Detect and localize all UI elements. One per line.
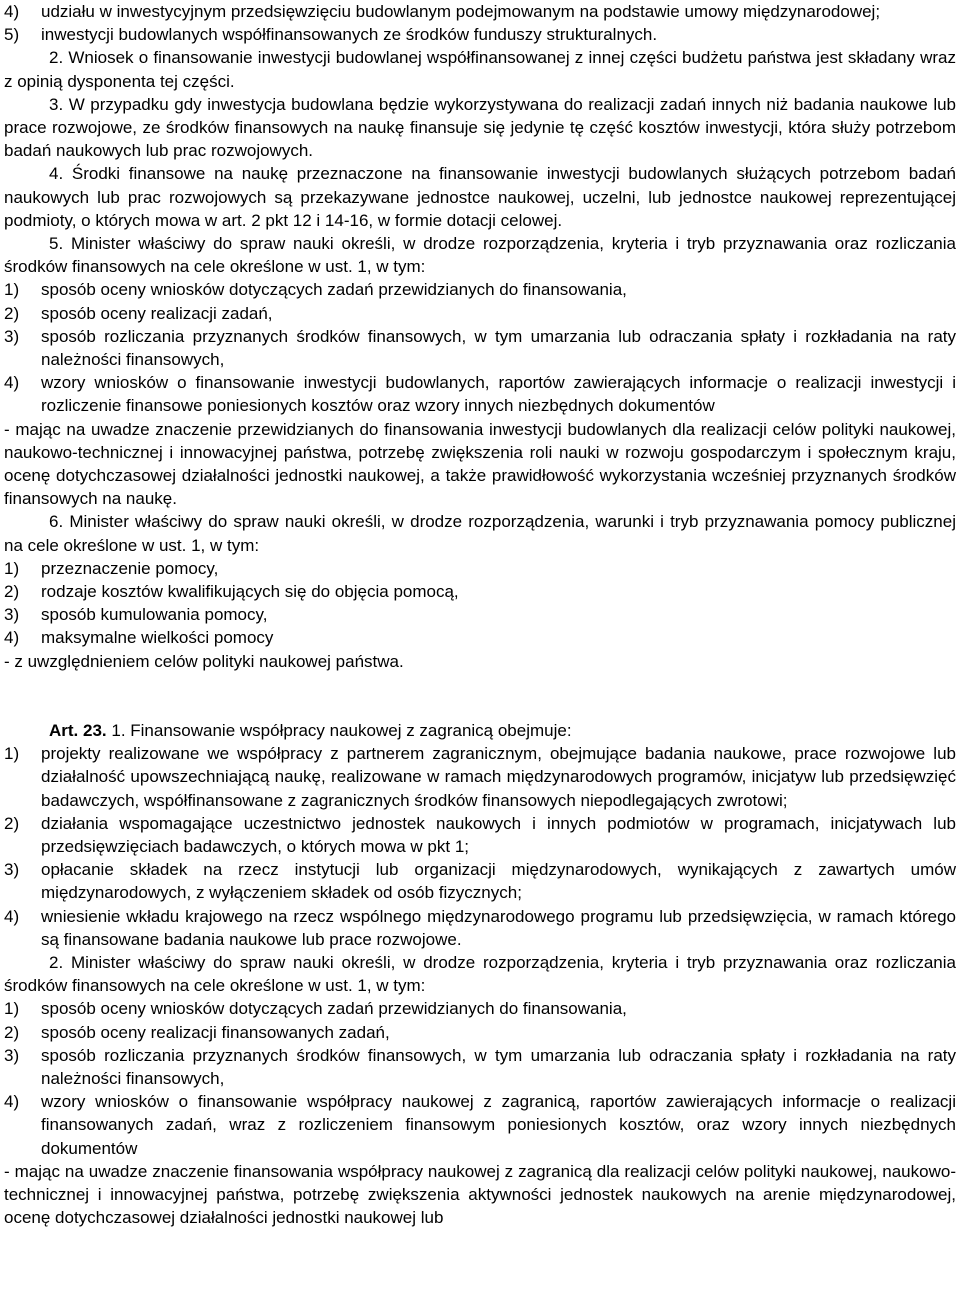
item-text: maksymalne wielkości pomocy <box>41 628 274 648</box>
list-item <box>4 742 956 812</box>
article-23-tail: - mając na uwadze znaczenie finansowania współpracy naukowej z zagranicą dla realizacji celów polityki naukowej, naukowo-technicznej i innowacyjnej państwa, potrzebę zwiększenia aktywności jednostek naukowych na arenie międzynarodowej, ocenę dotychczasowej działalności jednostki naukowej lub <box>4 1161 956 1228</box>
list-item <box>4 905 956 951</box>
item-text: sposób oceny realizacji zadań, <box>41 303 273 323</box>
item-number: 5) <box>4 25 20 45</box>
item-number: 2) <box>4 582 20 602</box>
item-number: 3) <box>4 605 20 625</box>
item-text: sposób oceny wniosków dotyczących zadań przewidzianych do finansowania, <box>41 999 627 1019</box>
item-text: wzory wniosków o finansowanie inwestycji budowlanych, raportów zawierających informacje o realizacji inwestycji i rozliczenie finansowe poniesionych kosztów oraz wzory innych niezbędnych dokumentów <box>41 373 956 416</box>
item-text: sposób oceny wniosków dotyczących zadań przewidzianych do finansowania, <box>41 280 627 300</box>
item-number: 3) <box>4 326 20 346</box>
item-number: 4) <box>4 906 20 926</box>
item-number: 2) <box>4 1022 20 1042</box>
item-text: inwestycji budowlanych współfinansowanych ze środków funduszy strukturalnych. <box>41 25 658 45</box>
list-item <box>4 557 956 580</box>
list-item <box>4 812 956 858</box>
item-number: 4) <box>4 1092 20 1112</box>
list-item <box>4 626 956 649</box>
list-item <box>4 23 956 46</box>
paragraph-4: 4. Środki finansowe na naukę przeznaczone na finansowanie inwestycji budowlanych służących potrzebom badań naukowych lub prac rozwojowych są przekazywane jednostce naukowej, uczelni, lub jednostce naukowej reprezentującej podmioty, o których mowa w art. 2 pkt 12 i 14-16, w formie dotacji celowej. <box>4 164 956 230</box>
item-text: wniesienie wkładu krajowego na rzecz wspólnego międzynarodowego programu lub przedsięwzięcia, w ramach którego są finansowane badania naukowe lub prace rozwojowe. <box>41 906 956 949</box>
item-text: opłacanie składek na rzecz instytucji lub organizacji międzynarodowych, wynikających z zawartych umów międzynarodowych, z wyłączeniem składek od osób fizycznych; <box>41 860 956 903</box>
item-text: sposób oceny realizacji finansowanych zadań, <box>41 1022 390 1042</box>
paragraph-3: 3. W przypadku gdy inwestycja budowlana będzie wykorzystywana do realizacji zadań innych niż badania naukowe lub prace rozwojowe, ze środków finansowych na naukę finansuje się jedynie tę część kosztów inwestycji, która służy potrzebom badań naukowych lub prac rozwojowych. <box>4 94 956 161</box>
item-number: 3) <box>4 860 20 880</box>
list-item <box>4 603 956 626</box>
item-text: sposób kumulowania pomocy, <box>41 605 268 625</box>
list-item <box>4 0 956 23</box>
item-number: 1) <box>4 999 20 1019</box>
item-text: wzory wniosków o finansowanie współpracy naukowej z zagranicą, raportów zawierających informacje o realizacji finansowanych zadań, wraz z rozliczeniem finansowym poniesionych kosztów, oraz wzory innych niezbędnych dokumentów <box>41 1092 956 1158</box>
paragraph-5: 5. Minister właściwy do spraw nauki określi, w drodze rozporządzenia, kryteria i tryb przyznawania oraz rozliczania środków finansowych na cele określone w ust. 1, w tym: <box>4 234 956 277</box>
list-item <box>4 580 956 603</box>
list-item <box>4 1021 956 1044</box>
spacer <box>4 673 956 719</box>
list-item <box>4 325 956 371</box>
list-item <box>4 371 956 417</box>
item-number: 2) <box>4 813 20 833</box>
item-number: 4) <box>4 628 20 648</box>
paragraph-5-tail: - mając na uwadze znaczenie przewidzianych do finansowania inwestycji budowlanych dla realizacji celów polityki naukowej, naukowo-technicznej i innowacyjnej państwa, potrzebę zwiększenia roli nauki w rozwoju gospodarczym i społecznym kraju, ocenę dotychczasowej działalności jednostki naukowej, a także prawidłowość wykorzystania wcześniej przyznanych środków finansowych na naukę. <box>4 419 956 509</box>
paragraph-6-tail: - z uwzględnieniem celów polityki naukowej państwa. <box>4 651 404 671</box>
item-number: 4) <box>4 2 20 21</box>
item-text: sposób rozliczania przyznanych środków finansowych, w tym umarzania lub odraczania spłaty i rozkładania na raty należności finansowych, <box>41 1045 956 1088</box>
item-number: 4) <box>4 373 20 393</box>
list-item <box>4 997 956 1020</box>
list-item <box>4 1044 956 1090</box>
list-item <box>4 302 956 325</box>
item-text: udziału w inwestycyjnym przedsięwzięciu budowlanym podejmowanym na podstawie umowy międzynarodowej; <box>41 2 881 21</box>
article-intro: 1. Finansowanie współpracy naukowej z zagranicą obejmuje: <box>106 720 572 740</box>
item-text: działania wspomagające uczestnictwo jednostek naukowych i innych podmiotów w programach, inicjatywach lub przedsięwzięciach badawczych, o których mowa w pkt 1; <box>41 813 956 856</box>
item-text: projekty realizowane we współpracy z partnerem zagranicznym, obejmujące badania naukowe, prace rozwojowe lub działalność upowszechniającą naukę, realizowane w ramach międzynarodowych programów, inicjatyw lub przedsięwzięć badawczych, współfinansowane z zagranicznych środków finansowych niepodlegających zwrotowi; <box>41 744 956 810</box>
list-item <box>4 278 956 301</box>
item-text: sposób rozliczania przyznanych środków finansowych, w tym umarzania lub odraczania spłaty i rozkładania na raty należności finansowych, <box>41 326 956 370</box>
item-number: 1) <box>4 744 20 764</box>
list-item <box>4 858 956 904</box>
paragraph-6: 6. Minister właściwy do spraw nauki określi, w drodze rozporządzenia, warunki i tryb przyznawania pomocy publicznej na cele określone w ust. 1, w tym: <box>4 512 956 555</box>
paragraph-2: 2. Wniosek o finansowanie inwestycji budowlanej współfinansowanej z innej części budżetu państwa jest składany wraz z opinią dysponenta tej części. <box>4 48 956 91</box>
list-item <box>4 1090 956 1160</box>
item-text: przeznaczenie pomocy, <box>41 558 219 578</box>
article-23-paragraph-2: 2. Minister właściwy do spraw nauki określi, w drodze rozporządzenia, kryteria i tryb przyznawania oraz rozliczania środków finansowych na cele określone w ust. 1, w tym: <box>4 952 956 996</box>
article-23-heading <box>4 719 956 742</box>
article-label: Art. 23. <box>49 720 107 740</box>
item-number: 3) <box>4 1045 20 1065</box>
item-number: 1) <box>4 280 20 300</box>
item-number: 1) <box>4 558 20 578</box>
item-text: rodzaje kosztów kwalifikujących się do objęcia pomocą, <box>41 582 459 602</box>
item-number: 2) <box>4 303 20 323</box>
